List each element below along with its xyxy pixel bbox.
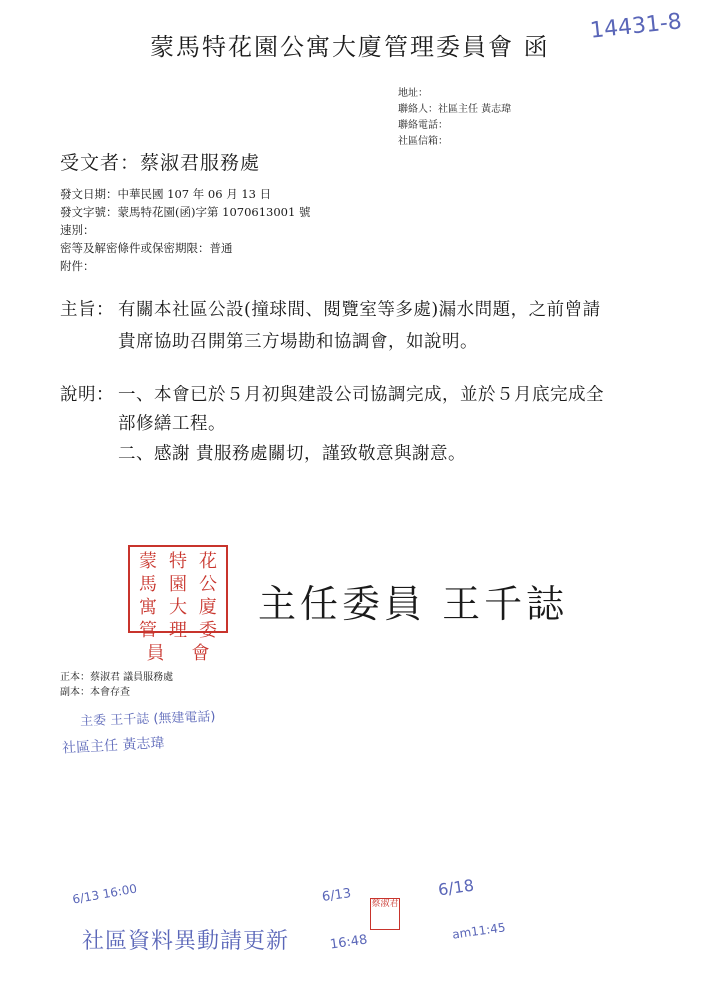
handwritten-date-3: 6/18	[436, 875, 476, 900]
official-seal	[128, 545, 228, 664]
seal-character: 特	[169, 551, 187, 572]
handwritten-date-1: 6/13 16:00	[71, 881, 139, 907]
handwritten-date-2: 6/13	[321, 886, 353, 905]
subject-label: 主旨：	[60, 300, 114, 320]
seal-character: 寓	[139, 597, 157, 618]
copy-duplicate: 副本：本會存查	[60, 687, 130, 698]
seal-character: 公	[199, 574, 217, 595]
seal-character: 員	[146, 643, 165, 664]
seal-character: 蒙	[139, 551, 157, 572]
contact-phone: 聯絡電話：	[398, 120, 448, 131]
seal-character: 理	[169, 620, 187, 641]
document-title: 蒙馬特花園公寓大廈管理委員會 函	[150, 33, 550, 61]
speed-class: 速別：	[60, 223, 95, 237]
signature: 主任委員 王千誌	[258, 582, 569, 626]
handwritten-file-number: 14431-8	[588, 9, 683, 44]
seal-character: 會	[191, 643, 210, 664]
small-red-stamp: 蔡淑君	[370, 898, 400, 930]
security-level: 密等及解密條件或保密期限：普通	[60, 241, 233, 255]
handwritten-note-manager: 社區主任 黃志瑋	[61, 735, 165, 757]
seal-character: 馬	[139, 574, 157, 595]
document-number: 發文字號：蒙馬特花園(函)字第 1070613001 號	[60, 205, 311, 219]
issue-date: 發文日期：中華民國 107 年 06 月 13 日	[60, 187, 272, 201]
handwritten-time-2: 16:48	[329, 932, 369, 953]
explanation-label: 說明：	[60, 385, 114, 405]
explanation-item-2: 二、感謝 貴服務處關切，謹致敬意與謝意。	[118, 444, 467, 464]
contact-address: 地址：	[398, 88, 428, 99]
handwritten-note-chair: 主委 王千誌 (無建電話)	[79, 709, 216, 730]
seal-character: 委	[199, 620, 217, 641]
subject-line-2: 貴席協助召開第三方場勘和協調會，如說明。	[118, 332, 478, 352]
copy-original: 正本：蔡淑君 議員服務處	[60, 672, 174, 683]
explanation-item-1-line-2: 部修繕工程。	[118, 414, 226, 434]
seal-character: 管	[139, 620, 157, 641]
explanation-item-1-line-1: 一、本會已於５月初與建設公司協調完成，並於５月底完成全	[118, 385, 604, 405]
attachment: 附件：	[60, 259, 95, 273]
seal-character: 廈	[199, 597, 217, 618]
contact-email: 社區信箱：	[398, 136, 448, 147]
recipient: 受文者：蔡淑君服務處	[60, 152, 261, 174]
seal-character: 園	[169, 574, 187, 595]
seal-character: 大	[169, 597, 187, 618]
handwritten-time-3: am11:45	[451, 920, 507, 942]
contact-person: 聯絡人：社區主任 黃志瑋	[398, 104, 512, 115]
update-stamp: 社區資料異動請更新	[82, 929, 290, 954]
subject-line-1: 有關本社區公設(撞球間、閱覽室等多處)漏水問題，之前曾請	[118, 300, 601, 320]
seal-character: 花	[199, 551, 217, 572]
